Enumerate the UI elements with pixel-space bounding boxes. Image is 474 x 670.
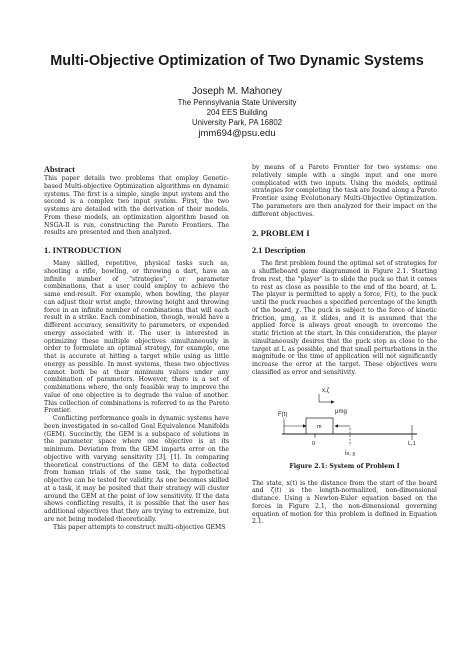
- shuffleboard-diagram: [252, 382, 437, 462]
- mass-label: m: [317, 423, 322, 430]
- affiliation-line: The Pennsylvania State University: [177, 98, 297, 107]
- continuation-paragraph: by means of a Pareto Frontier for two systems: one relatively simple with a single input and one more complicated with two inputs. Using the models, optimal strategies for completing the task are found along a Pareto Frontier using Evolutionary Multi-Objective Optimization. The parameters are then analyzed for their impact on the different objectives.: [252, 164, 437, 218]
- intro-heading: 1. INTRODUCTION: [44, 245, 122, 255]
- chi-label: t̂x, χ: [345, 450, 356, 457]
- zero-label: 0: [312, 440, 316, 447]
- description-paragraph: The first problem found the optimal set of strategies for a shuffleboard game diagrammed in Figure 2.1. Starting from rest, the "player" is to slide the puck so that it comes to rest as close as possible to the end of the board, at L. The player is permitted to apply a force, F(t), to the puck until the puck reaches a specified percentage of the length of the board, χ. The puck is subject to the force of kinetic friction, μmg, as it slides, and it is assumed that the applied force is always great enough to overcome the static friction at the start. In this consideration, the player simultaneously desires that the puck stop as close to the target at L as possible, and that small perturbations in the magnitude or the time of application will not significantly increase the error at the target. These objectives were classified as error and sensitivity.: [252, 260, 437, 376]
- intro-paragraph: Conflicting performance goals in dynamic systems have been investigated in so-called Goal Equivalence Manifolds (GEM). Succinctly, the GEM is a subspace of solutions in the parameter space where one objective is at its minimum. Deviation from the GEM imparts error on the objective with varying sensitivity [3], [1]. In comparing theoretical constructions of the GEM to data collected from human trials of the same task, the hypothetical objective can be tested for validity. As one becomes skilled at a task, it may be posited that their strategy will cluster around the GEM at the point of low sensitivity. If the data shows conflicting results, it is possible that the user has additional objectives that they are trying to extremize, but are not being modeled theoretically.: [44, 415, 229, 523]
- abstract-heading: Abstract: [44, 165, 75, 174]
- intro-paragraph: Many skilled, repetitive, physical tasks such as, shooting a rifle, bowling, or throwing a dart, have an infinite number of "strategies", or parameter combinations, that a user could employ to achieve the same end-result. For example, when bowling, the player can adjust their wrist angle, throwing height and throwing force in an infinite number of combinations that will each result in a strike. Each combination, though, would have a different accuracy, sensitivity to parameters, or expended energy associated with it. The user is interested in optimizing these multiple objectives simultaneously in order to formulate an optimal strategy, for example, one that is accurate at hitting a target while using as little energy as possible. In most systems, these two objectives cannot both be at their minimum values under any combination of parameters. However, there is a set of combinations where, the only feasible way to improve the value of one objective is to degrade the value of another. This collection of combinations is referred to as the Pareto Frontier.: [44, 260, 229, 415]
- friction-label: μmg: [335, 408, 347, 415]
- author-email: jmm694@psu.edu: [198, 128, 276, 139]
- left-column: [44, 164, 229, 531]
- affiliation-line: 204 EES Building: [206, 108, 268, 117]
- affiliation-line: University Park, PA 16802: [192, 118, 282, 127]
- intro-paragraph: This paper attempts to construct multi-objective GEMS: [53, 523, 226, 531]
- author-block: [0, 85, 474, 140]
- subsection-heading: 2.1 Description: [252, 246, 306, 256]
- author-name: Joseph M. Mahoney: [191, 86, 283, 97]
- figure-system-diagram: [252, 382, 437, 470]
- abstract-text: This paper details two problems that employ Genetic-based Multi-objective Optimization algorithms on dynamic systems. The first is a simple, single input system and the second is a complex two input system. First, the two systems are detailed with the derivation of their models. From these models, an optimization algorithm based on NSGA-II is run, constructing the Pareto Frontiers. The results are presented and then analyzed.: [44, 175, 229, 237]
- axis-label-x-zeta: x,ζ: [322, 387, 330, 394]
- figure-caption: Figure 2.1: System of Problem I: [289, 462, 400, 470]
- force-label: F(t): [278, 411, 288, 418]
- right-column: [252, 164, 437, 526]
- after-figure-paragraph: The state, x(t) is the distance from the start of the board and ζ(t) is the length-normalized, non-dimensional distance. Using a Newton-Euler equation based on the forces in Figure 2.1, the non-dimensional governing equation of motion for this problem is defined in Equation 2.1.: [252, 479, 437, 526]
- section-heading: 2. PROBLEM I: [252, 228, 310, 239]
- paper-title: Multi-Objective Optimization of Two Dynamic Systems: [50, 53, 424, 69]
- end-label: L,1: [408, 440, 416, 447]
